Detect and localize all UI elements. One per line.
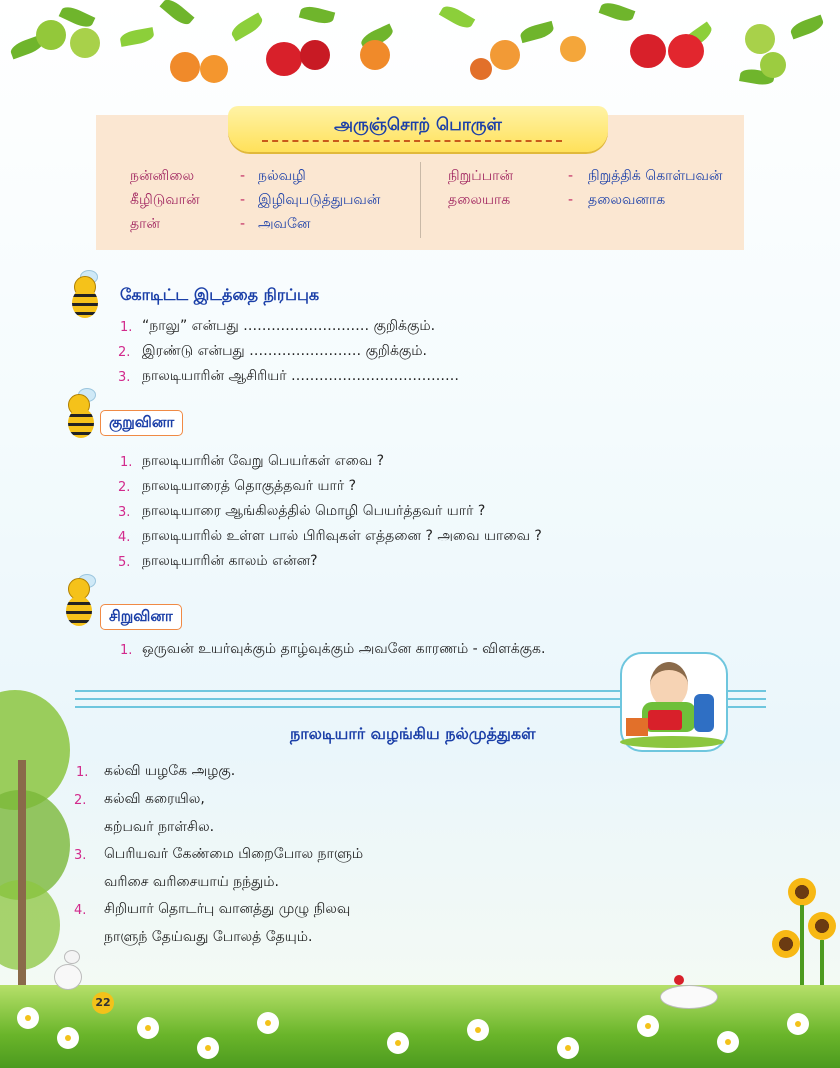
orange-fruit [170, 52, 200, 82]
page-number: 22 [92, 992, 114, 1014]
green-fruit [70, 28, 100, 58]
vocab-word: தலையாக [448, 192, 511, 208]
vocab-dash: - [568, 168, 574, 184]
orange-fruit [360, 40, 390, 70]
stork-icon [660, 975, 720, 1015]
item-number: 3. [118, 505, 131, 520]
vocab-meaning: அவனே [258, 216, 311, 232]
divider-line [726, 698, 766, 700]
divider-line [75, 690, 620, 692]
daisy-icon [640, 1018, 656, 1034]
pearl-line: கற்பவர் நாள்சில. [104, 819, 215, 835]
item-number: 1. [76, 765, 89, 780]
pearl-line: பெரியவர் கேண்மை பிறைபோல நாளும் [104, 846, 364, 862]
heron-icon [50, 950, 86, 996]
daisy-icon [720, 1034, 736, 1050]
daisy-icon [200, 1040, 216, 1056]
divider-line [75, 706, 620, 708]
short-question: நாலடியாரின் வேறு பெயர்கள் எவை ? [142, 453, 385, 469]
pearls-title: நாலடியார் வழங்கிய நல்முத்துகள் [290, 724, 536, 743]
short-question: நாலடியாரை ஆங்கிலத்தில் மொழி பெயர்த்தவர் யார் ? [142, 503, 486, 519]
red-fruit [300, 40, 330, 70]
item-number: 5. [118, 555, 131, 570]
daisy-icon [20, 1010, 36, 1026]
vocab-word: தான் [130, 216, 161, 232]
orange-fruit [560, 36, 586, 62]
reading-boy-illustration [620, 652, 728, 752]
short-questions-title: குறுவினா [100, 410, 183, 436]
vocab-dash: - [240, 168, 246, 184]
sunflower-icon [788, 878, 816, 906]
vocab-dash: - [240, 192, 246, 208]
short-question: நாலடியாரைத் தொகுத்தவர் யார் ? [142, 478, 357, 494]
vocabulary-title: அருஞ்சொற் பொருள் [334, 115, 502, 135]
pearl-line: சிறியார் தொடர்பு வானத்து முழு நிலவு [104, 901, 351, 917]
sunflower-icon [772, 930, 800, 958]
red-fruit [668, 34, 704, 68]
pearl-line: நாளுந் தேய்வது போலத் தேயும். [104, 929, 313, 945]
vocabulary-divider [420, 162, 421, 238]
vocab-meaning: இழிவுபடுத்துபவன் [258, 192, 381, 208]
orange-fruit [490, 40, 520, 70]
item-number: 3. [118, 370, 131, 385]
item-number: 1. [120, 643, 133, 658]
divider-line [75, 698, 620, 700]
daisy-icon [470, 1022, 486, 1038]
vocab-meaning: தலைவனாக [588, 192, 666, 208]
sunflower-icon [808, 912, 836, 940]
vocab-word: கீழிடுவான் [130, 192, 200, 208]
item-number: 2. [118, 480, 131, 495]
item-number: 4. [74, 903, 87, 918]
small-question: ஒருவன் உயர்வுக்கும் தாழ்வுக்கும் அவனே காரணம் - விளக்குக. [142, 641, 546, 657]
small-question-title: சிறுவினா [100, 604, 182, 630]
fill-blanks-title: கோடிட்ட இடத்தை நிரப்புக [120, 285, 320, 304]
green-fruit [745, 24, 775, 54]
sunflower-stem [800, 905, 804, 995]
bee-mascot-icon [66, 270, 106, 314]
item-number: 2. [74, 793, 87, 808]
fill-question: “நாலு” என்பது ……………………… குறிக்கும். [142, 318, 436, 334]
fill-question: நாலடியாரின் ஆசிரியர் ……………………………… [142, 368, 459, 384]
green-fruit [760, 52, 786, 78]
vocab-meaning: நிறுத்திக் கொள்பவன் [588, 168, 723, 184]
daisy-icon [260, 1015, 276, 1031]
vocab-dash: - [240, 216, 246, 232]
vocab-word: நிறுப்பான் [448, 168, 514, 184]
vocab-meaning: நல்வழி [258, 168, 306, 184]
item-number: 1. [120, 455, 133, 470]
daisy-icon [560, 1040, 576, 1056]
divider-line [726, 706, 766, 708]
daisy-icon [140, 1020, 156, 1036]
vocab-dash: - [568, 192, 574, 208]
item-number: 3. [74, 848, 87, 863]
item-number: 2. [118, 345, 131, 360]
short-question: நாலடியாரில் உள்ள பால் பிரிவுகள் எத்தனை ? அவை யாவை ? [142, 528, 542, 544]
ribbon-dashed-line [262, 140, 562, 142]
item-number: 4. [118, 530, 131, 545]
pearl-line: கல்வி கரையில, [104, 791, 205, 807]
red-fruit [266, 42, 302, 76]
green-fruit [36, 20, 66, 50]
daisy-icon [390, 1035, 406, 1051]
daisy-icon [790, 1016, 806, 1032]
pearl-line: கல்வி யழகே அழகு. [104, 763, 236, 779]
pearl-line: வரிசை வரிசையாய் நந்தும். [104, 874, 279, 890]
divider-line [726, 690, 766, 692]
orange-fruit [200, 55, 228, 83]
tree-trunk [18, 760, 26, 1000]
vocab-word: நன்னிலை [130, 168, 195, 184]
bee-writer-icon [60, 388, 100, 436]
daisy-icon [60, 1030, 76, 1046]
short-question: நாலடியாரின் காலம் என்ன? [142, 553, 318, 569]
orange-fruit [470, 58, 492, 80]
top-foliage-decoration [0, 0, 840, 110]
bee-pencil-icon [58, 572, 100, 630]
item-number: 1. [120, 320, 133, 335]
red-fruit [630, 34, 666, 68]
fill-question: இரண்டு என்பது …………………… குறிக்கும். [142, 343, 428, 359]
